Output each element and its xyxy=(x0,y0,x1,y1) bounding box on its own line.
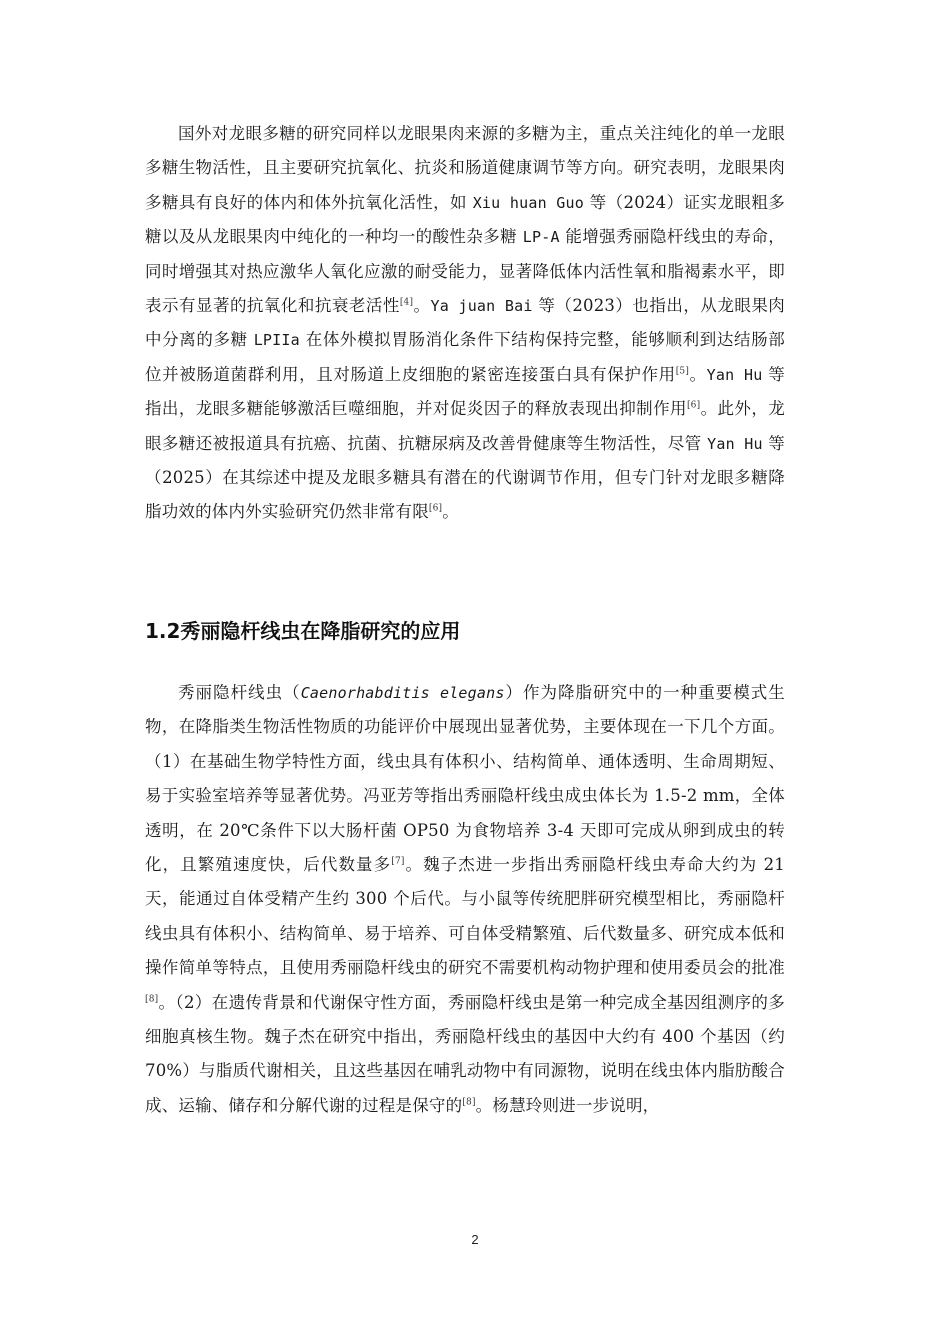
paragraph-c-elegans-model: 秀丽隐杆线虫（Caenorhabditis elegans）作为降脂研究中的一种重要模式生物，在降脂类生物活性物质的功能评价中展现出显著优势，主要体现在一下几个方面。（1）在基础生物学特性方面，线虫具有体积小、结构简单、通体透明、生命周期短、易于实验室培养等显著优势。冯亚芳等指出秀丽隐杆线虫成虫体长为 1.5-2 mm，全体透明，在 20℃条件下以大肠杆菌 OP50 为食物培养 3-4 天即可完成从卵到成虫的转化，且繁殖速度快，后代数量多[7]。魏子杰进一步指出秀丽隐杆线虫寿命大约为 21 天，能通过自体受精产生约 300 个后代。与小鼠等传统肥胖研究模型相比，秀丽隐杆线虫具有体积小、结构简单、易于培养、可自体受精繁殖、后代数量多、研究成本低和操作简单等特点，且使用秀丽隐杆线虫的研究不需要机构动物护理和使用委员会的批准[8]。（2）在遗传背景和代谢保守性方面，秀丽隐杆线虫是第一种完成全基因组测序的多细胞真核生物。魏子杰在研究中指出，秀丽隐杆线虫的基因中大约有 400 个基因（约 70%）与脂质代谢相关，且这些基因在哺乳动物中有同源物，说明在线虫体内脂肪酸合成、运输、储存和分解代谢的过程是保守的[8]。杨慧玲则进一步说明， xyxy=(145,683,786,1115)
citation-ref[interactable]: [6] xyxy=(428,503,443,514)
citation-ref[interactable]: [8] xyxy=(145,994,159,1005)
citation-ref[interactable]: [8] xyxy=(462,1097,476,1108)
author-name: Xiu huan Guo xyxy=(472,193,584,212)
citation-ref[interactable]: [7] xyxy=(391,856,405,867)
page-number: 2 xyxy=(471,1232,479,1247)
polysaccharide-name: LPIIa xyxy=(253,331,300,350)
citation-ref[interactable]: [6] xyxy=(686,400,701,411)
section-heading: 1.2秀丽隐杆线虫在降脂研究的应用 xyxy=(145,619,461,643)
citation-ref[interactable]: [5] xyxy=(675,366,690,377)
citation-ref[interactable]: [4] xyxy=(399,297,414,308)
polysaccharide-name: LP-A xyxy=(522,228,560,247)
author-name: Yan Hu xyxy=(706,365,763,384)
author-name: Yan Hu xyxy=(707,434,763,453)
species-name: Caenorhabditis elegans xyxy=(300,684,505,702)
paragraph-longan-polysaccharide-research: 国外对龙眼多糖的研究同样以龙眼果肉来源的多糖为主，重点关注纯化的单一龙眼多糖生物活性，且主要研究抗氧化、抗炎和肠道健康调节等方向。研究表明，龙眼果肉多糖具有良好的体内和体外抗氧化活性，如 Xiu huan Guo 等（2024）证实龙眼粗多糖以及从龙眼果肉中纯化的一种均一的酸性杂多糖 LP-A 能增强秀丽隐杆线虫的寿命，同时增强其对热应激华人氧化应激的耐受能力，显著降低体内活性氧和脂褐素水平，即表示有显著的抗氧化和抗衰老活性[4]。Ya juan Bai 等（2023）也指出，从龙眼果肉中分离的多糖 LPIIa 在体外模拟胃肠消化条件下结构保持完整，能够顺利到达结肠部位并被肠道菌群利用，且对肠道上皮细胞的紧密连接蛋白具有保护作用[5]。Yan Hu 等指出，龙眼多糖能够激活巨噬细胞，并对促炎因子的释放表现出抑制作用[6]。此外，龙眼多糖还被报道具有抗癌、抗菌、抗糖尿病及改善骨健康等生物活性，尽管 Yan Hu 等（2025）在其综述中提及龙眼多糖具有潜在的代谢调节作用，但专门针对龙眼多糖降脂功效的体内外实验研究仍然非常有限[6]。 xyxy=(145,124,786,522)
author-name: Ya juan Bai xyxy=(430,297,533,316)
